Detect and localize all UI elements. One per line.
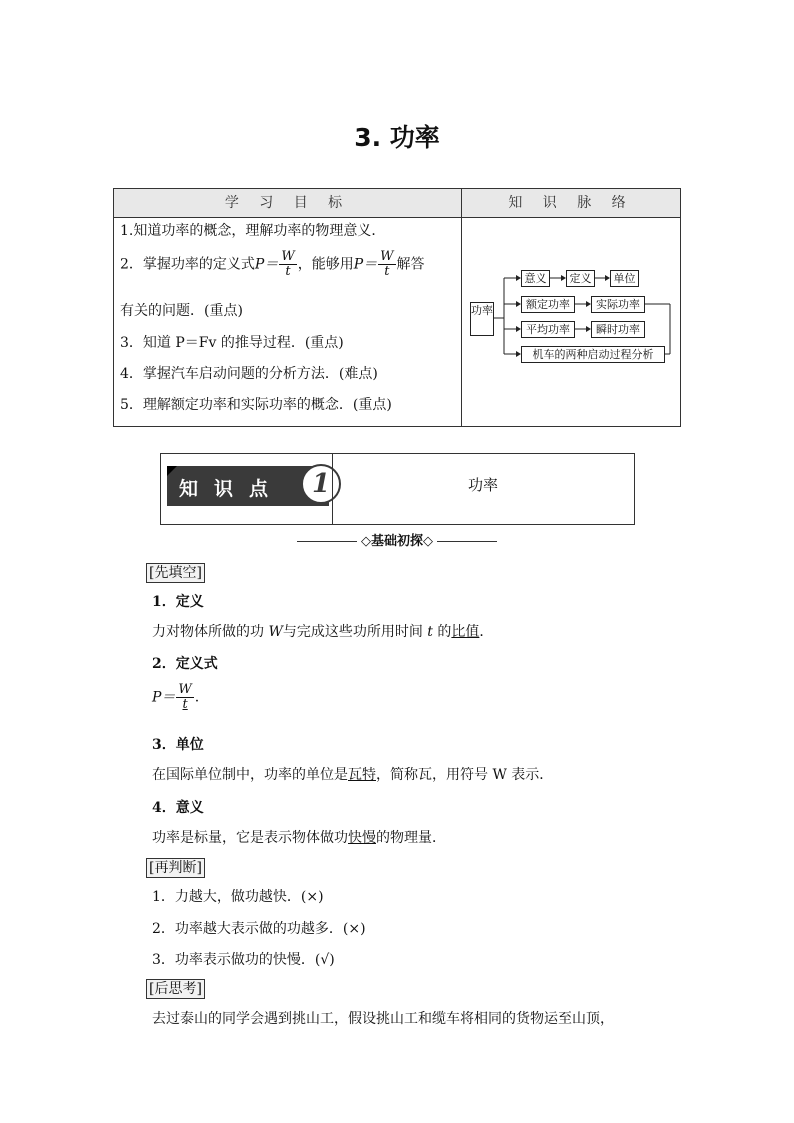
goal-5: 5．理解额定功率和实际功率的概念．(重点) (120, 397, 392, 413)
judge-item-1: 1．力越大，做功越快．(×) (152, 889, 324, 905)
goal-3: 3．知道 P＝Fv 的推导过程．(重点) (120, 335, 344, 351)
node-unit: 单位 (610, 270, 639, 287)
goal-1: 1.知道功率的概念，理解功率的物理意义． (120, 223, 386, 239)
page-title: 3. 功率 (354, 123, 440, 152)
concept-diagram (462, 218, 680, 426)
node-actual-power: 实际功率 (591, 296, 645, 313)
diagram-cell (462, 218, 681, 427)
fill-heading-3: 3．单位 (152, 737, 204, 753)
judge-item-2: 2．功率越大表示做的功越多．(×) (152, 921, 366, 937)
think-text: 去过泰山的同学会遇到挑山工，假设挑山工和缆车将相同的货物运至山顶， (152, 1011, 614, 1027)
goal-2: 2．掌握功率的定义式P＝ $\frac{W}{t}$ ，能够用P＝ $\frac{W}{t}$ 解答 (120, 249, 425, 279)
fill-heading-2: 2．定义式 (152, 656, 218, 672)
node-root: 功率 (470, 302, 494, 336)
fill-text-4: 功率是标量，它是表示物体做功快慢的物理量． (152, 830, 446, 846)
knowledge-point-number: 1 (301, 464, 341, 504)
fill-heading-4: 4．意义 (152, 800, 204, 816)
tag-think: [后思考] (146, 979, 205, 999)
goal-2-cont: 有关的问题．(重点) (120, 303, 243, 319)
node-vehicle-start: 机车的两种启动过程分析 (521, 346, 665, 363)
knowledge-point-badge: 知识点 1 (167, 466, 329, 506)
context-header: 知 识 脉 络 (462, 189, 681, 218)
node-meaning: 意义 (521, 270, 550, 287)
goal-4: 4．掌握汽车启动问题的分析方法．(难点) (120, 366, 378, 382)
section-heading: ◇基础初探◇ (0, 530, 794, 549)
node-rated-power: 额定功率 (521, 296, 575, 313)
knowledge-point-topic: 功率 (467, 476, 498, 494)
objectives-table (113, 188, 681, 427)
fill-text-3: 在国际单位制中，功率的单位是瓦特，简称瓦，用符号 W 表示． (152, 767, 554, 783)
goals-cell (114, 218, 462, 427)
fill-heading-1: 1．定义 (152, 594, 204, 610)
node-instant-power: 瞬时功率 (591, 321, 645, 338)
node-average-power: 平均功率 (521, 321, 575, 338)
node-definition: 定义 (566, 270, 595, 287)
knowledge-point-box (160, 453, 635, 525)
tag-fill: [先填空] (146, 563, 205, 583)
fill-text-1: 力对物体所做的功 W与完成这些功所用时间 t 的比值． (152, 624, 494, 640)
fill-formula: P＝ $\frac{W}{t}$ . (152, 682, 200, 712)
judge-item-3: 3．功率表示做功的快慢．(√) (152, 952, 335, 968)
goals-header: 学 习 目 标 (114, 189, 462, 218)
tag-judge: [再判断] (146, 858, 205, 878)
